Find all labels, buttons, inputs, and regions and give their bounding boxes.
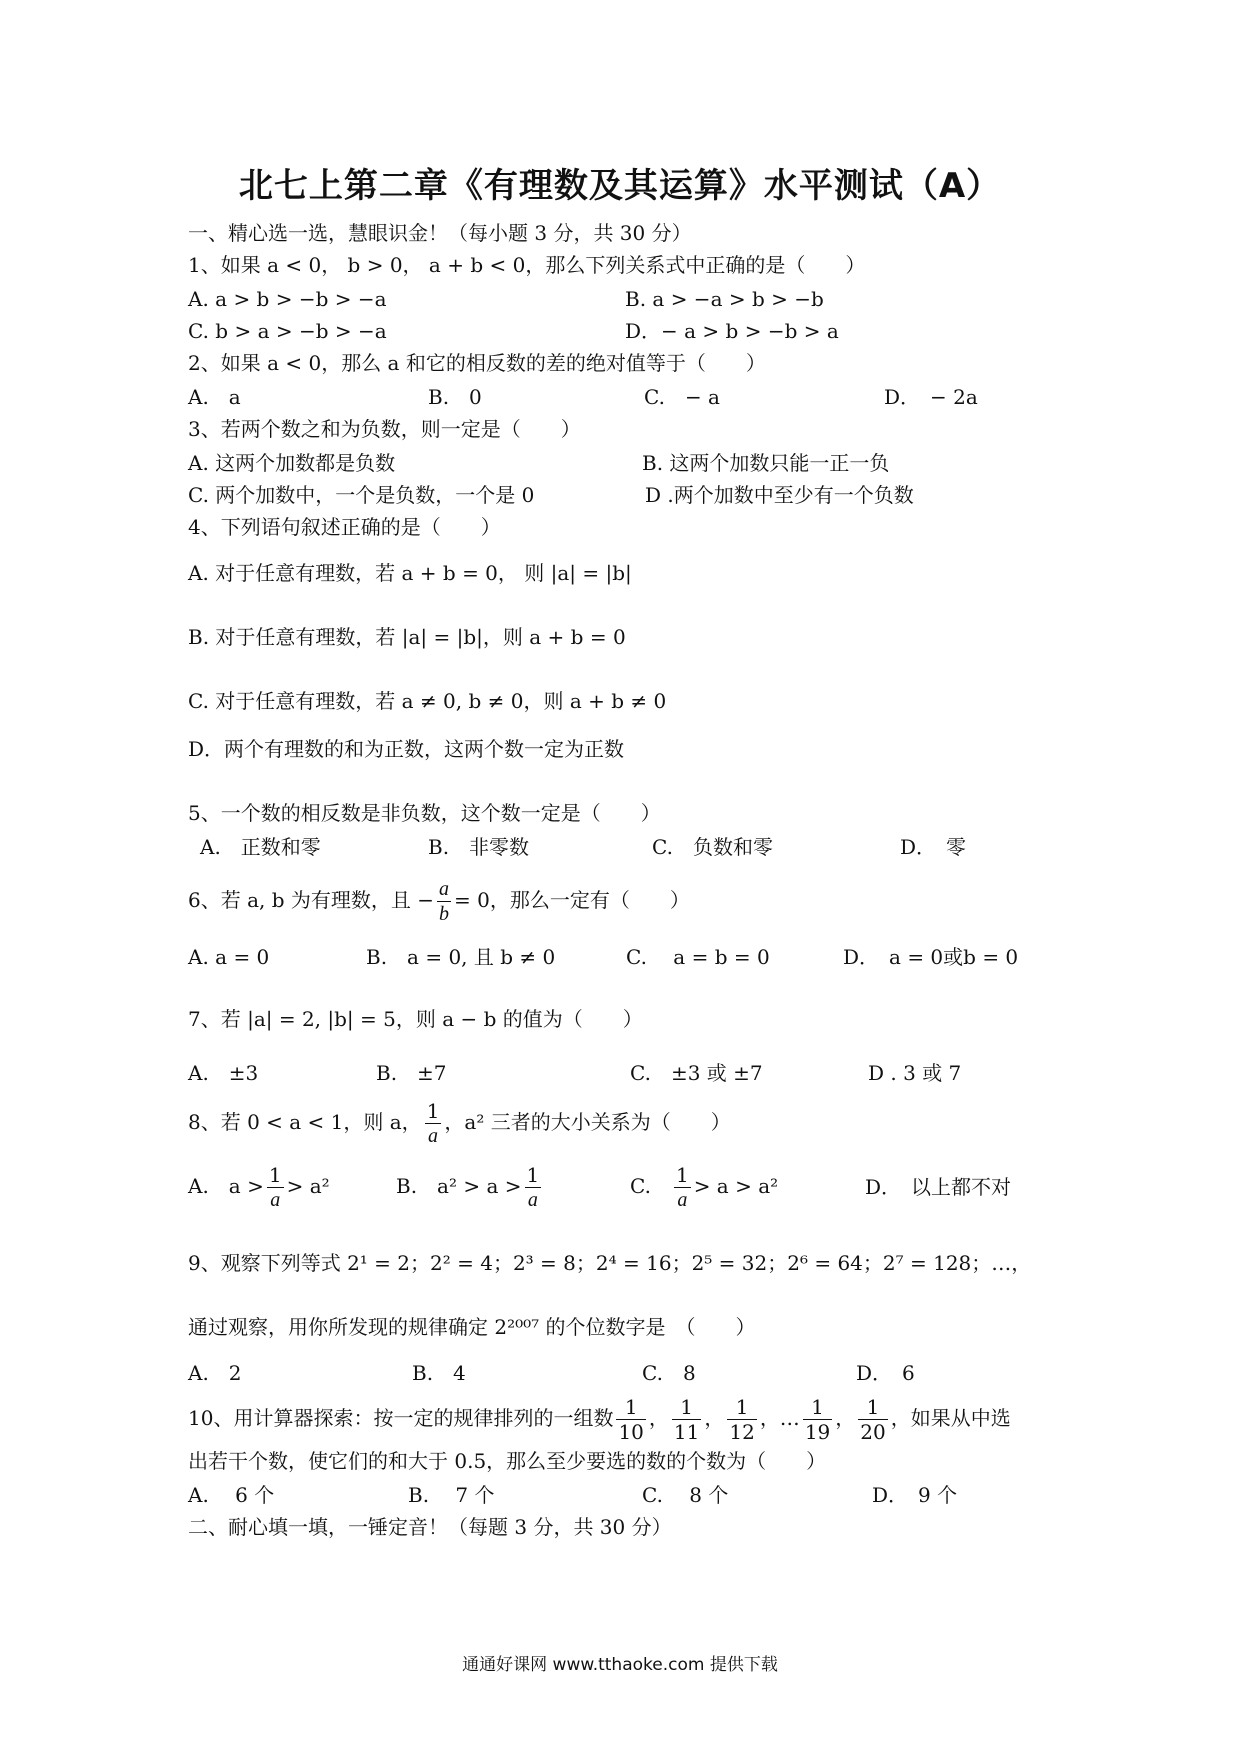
question-5-option-a: A. 正数和零 [200, 835, 321, 859]
question-8-option-b-fraction [525, 1163, 542, 1212]
question-8-option-b-fraction-numerator: 1 [526, 1163, 540, 1187]
question-2-stem: 2、如果 a < 0，那么 a 和它的相反数的差的绝对值等于（ ） [188, 351, 766, 375]
question-8-stem [188, 1092, 731, 1152]
question-8-option-a-fraction-numerator: 1 [268, 1163, 282, 1187]
question-5-stem: 5、一个数的相反数是非负数，这个数一定是（ ） [188, 801, 661, 825]
question-2-option-b: B. 0 [428, 385, 482, 409]
question-10-fraction-5 [858, 1395, 887, 1444]
question-10-stem: 10、用计算器探索：按一定的规律排列的一组数 $\frac{1}{10}$ ， $\frac{1}{11}$ ， $\frac{1}{12}$ ，… $\frac{1}{19}$ ， $\frac{1}{20}$ ，如果从中选 [188, 1395, 1011, 1444]
question-7-option-a: A. ±3 [188, 1061, 259, 1085]
question-4-option-d: D．两个有理数的和为正数，这两个数一定为正数 [188, 737, 625, 761]
question-10-fraction-1-numerator: 1 [616, 1395, 645, 1420]
question-6-stem [188, 870, 690, 930]
question-6-stem-suffix: = 0，那么一定有（ ） [454, 888, 690, 912]
question-10-fraction-2 [672, 1395, 701, 1444]
question-10-fraction-1-denominator: 10 [618, 1420, 644, 1444]
question-9-stem-continued: 通过观察，用你所发现的规律确定 2²⁰⁰⁷ 的个位数字是 （ ） [188, 1315, 756, 1339]
question-8-fraction-numerator: 1 [426, 1099, 440, 1123]
question-10-fraction-4 [803, 1395, 832, 1444]
question-10-fraction-5-numerator: 1 [858, 1395, 887, 1420]
question-8-option-a-prefix: A. a > [188, 1174, 264, 1198]
question-1-option-d: D．− a > b > −b > a [625, 319, 839, 343]
question-5-option-c: C. 负数和零 [652, 835, 773, 859]
question-4-stem: 4、下列语句叙述正确的是（ ） [188, 515, 501, 539]
question-9-option-d: D． 6 [856, 1361, 915, 1385]
question-4-option-b: B. 对于任意有理数，若 |a| = |b|，则 a + b = 0 [188, 625, 626, 649]
question-8-option-c-prefix: C. [630, 1174, 671, 1198]
question-6-option-b: B. a = 0, 且 b ≠ 0 [366, 945, 556, 969]
question-8-fraction [425, 1099, 442, 1148]
question-8-option-c-fraction-numerator: 1 [675, 1163, 689, 1187]
question-7-stem: 7、若 |a| = 2, |b| = 5，则 a − b 的值为（ ） [188, 1007, 643, 1031]
question-3-option-d: D .两个加数中至少有一个负数 [645, 483, 914, 507]
question-3-stem: 3、若两个数之和为负数，则一定是（ ） [188, 417, 581, 441]
question-10-option-b: B. 7 个 [408, 1483, 495, 1507]
question-10-fraction-4-numerator: 1 [803, 1395, 832, 1420]
question-8-stem-prefix: 8、若 0 < a < 1，则 a， [188, 1110, 422, 1134]
section-1-heading: 一、精心选一选，慧眼识金！（每小题 3 分，共 30 分） [188, 221, 692, 245]
question-8-option-c-fraction-denominator: a [677, 1189, 688, 1211]
page-title: 北七上第二章《有理数及其运算》水平测试（A） [238, 166, 1002, 206]
question-2-option-c: C. − a [644, 385, 720, 409]
question-6-fraction-numerator: a [439, 878, 449, 900]
question-3-option-a: A. 这两个加数都是负数 [188, 451, 396, 475]
question-10-option-c: C. 8 个 [642, 1483, 729, 1507]
question-6-option-d: D． a = 0或b = 0 [843, 945, 1019, 969]
question-10-fraction-3-numerator: 1 [727, 1395, 756, 1420]
question-5-option-d: D． 零 [900, 835, 967, 859]
question-8-option-b-fraction-denominator: a [527, 1189, 538, 1211]
question-8-option-d: D． 以上都不对 [865, 1175, 1012, 1199]
question-3-option-b: B. 这两个加数只能一正一负 [642, 451, 890, 475]
question-8-option-c-suffix: > a > a² [693, 1174, 779, 1198]
question-8-option-a-fraction-denominator: a [270, 1189, 281, 1211]
question-2-option-d: D． − 2a [884, 385, 978, 409]
question-9-option-b: B. 4 [412, 1361, 466, 1385]
question-10-fraction-3-denominator: 12 [729, 1420, 755, 1444]
question-10-stem-prefix: 10、用计算器探索：按一定的规律排列的一组数 [188, 1406, 614, 1430]
question-10-fraction-2-numerator: 1 [672, 1395, 701, 1420]
question-1-option-c: C. b > a > −b > −a [188, 319, 387, 343]
question-8-option-a [188, 1156, 330, 1216]
question-6-fraction [437, 877, 451, 926]
question-1-option-b: B. a > −a > b > −b [625, 287, 824, 311]
question-10-fraction-1 [616, 1395, 645, 1444]
question-1-option-a: A. a > b > −b > −a [188, 287, 387, 311]
question-9-option-c: C. 8 [642, 1361, 696, 1385]
question-6-option-c: C. a = b = 0 [626, 945, 770, 969]
question-10-stem-continued: 出若干个数，使它们的和大于 0.5，那么至少要选的数的个数为（ ） [188, 1449, 827, 1473]
question-6-fraction-denominator: b [439, 903, 449, 925]
question-8-stem-suffix: ，a² 三者的大小关系为（ ） [444, 1110, 731, 1134]
page-footer: 通通好课网 www.tthaoke.com 提供下载 [462, 1655, 778, 1675]
question-10-option-d: D． 9 个 [872, 1483, 958, 1507]
question-8-option-c [630, 1156, 778, 1216]
question-9-stem: 9、观察下列等式 2¹ = 2；2² = 4；2³ = 8；2⁴ = 16；2⁵ = 32；2⁶ = 64；2⁷ = 128；…， [188, 1251, 1032, 1275]
question-8-option-a-suffix: > a² [286, 1174, 330, 1198]
question-10-stem-suffix: ，如果从中选 [890, 1406, 1011, 1430]
question-4-option-a: A. 对于任意有理数，若 a + b = 0， 则 |a| = |b| [188, 561, 632, 585]
question-3-option-c: C. 两个加数中，一个是负数，一个是 0 [188, 483, 535, 507]
question-5-option-b: B. 非零数 [428, 835, 530, 859]
question-7-option-c: C. ±3 或 ±7 [630, 1061, 763, 1085]
section-2-heading: 二、耐心填一填，一锤定音！（每题 3 分，共 30 分） [188, 1515, 672, 1539]
question-10-fraction-2-denominator: 11 [673, 1420, 700, 1444]
question-10-fraction-5-denominator: 20 [860, 1420, 886, 1444]
question-4-option-c: C. 对于任意有理数，若 a ≠ 0, b ≠ 0，则 a + b ≠ 0 [188, 689, 667, 713]
question-7-option-b: B. ±7 [376, 1061, 447, 1085]
question-10-option-a: A. 6 个 [188, 1483, 275, 1507]
question-7-option-d: D . 3 或 7 [868, 1061, 962, 1085]
question-10-fraction-4-denominator: 19 [804, 1420, 831, 1444]
question-8-fraction-denominator: a [428, 1125, 439, 1147]
question-8-option-b-prefix: B. a² > a > [396, 1174, 522, 1198]
question-8-option-c-fraction [674, 1163, 691, 1212]
question-1-stem: 1、如果 a < 0， b > 0， a + b < 0，那么下列关系式中正确的是（ ） [188, 253, 866, 277]
question-6-stem-prefix: 6、若 a, b 为有理数，且 − [188, 888, 434, 912]
question-2-option-a: A. a [188, 385, 241, 409]
question-8-option-a-fraction [267, 1163, 284, 1212]
question-9-option-a: A. 2 [188, 1361, 242, 1385]
question-10-fraction-3 [727, 1395, 756, 1444]
question-6-option-a: A. a = 0 [188, 945, 270, 969]
question-8-option-b [396, 1156, 544, 1216]
